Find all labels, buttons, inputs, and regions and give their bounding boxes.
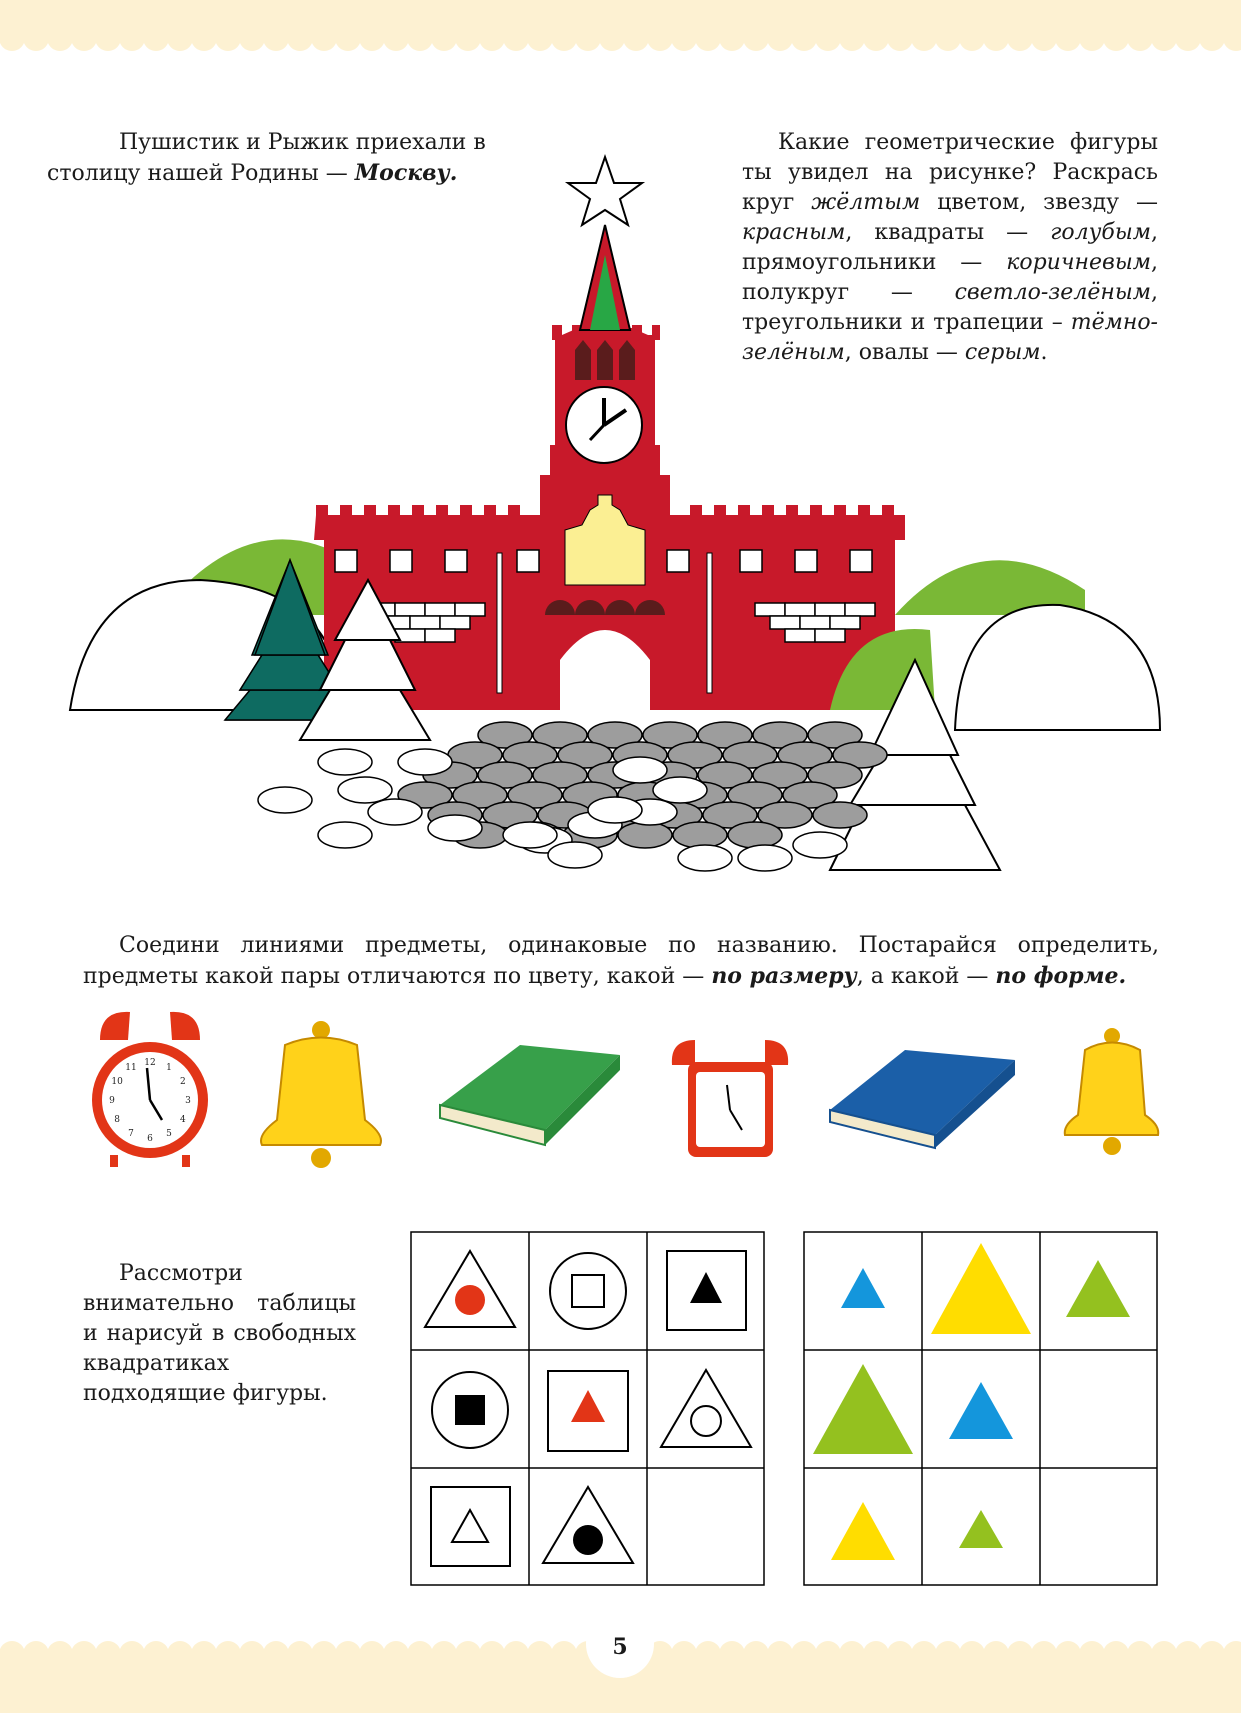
oval xyxy=(428,815,482,841)
scallop xyxy=(263,1641,289,1667)
match-size: по размеру xyxy=(711,963,857,989)
scallop xyxy=(935,25,961,51)
oval xyxy=(588,797,642,823)
scallop xyxy=(911,25,937,51)
scallop xyxy=(311,1641,337,1667)
triangle-green-medium xyxy=(1066,1260,1130,1317)
scallop xyxy=(623,25,649,51)
scallop xyxy=(47,25,73,51)
scallop xyxy=(599,25,625,51)
scallop xyxy=(983,25,1009,51)
hill-right-white xyxy=(955,605,1160,730)
scallop xyxy=(1079,1641,1105,1667)
scallop xyxy=(719,1641,745,1667)
scallop xyxy=(1079,25,1105,51)
cell-circle-square xyxy=(550,1253,626,1329)
scallop xyxy=(887,25,913,51)
cell-circle-black-square xyxy=(432,1372,508,1448)
scallop xyxy=(551,1641,577,1667)
scallop xyxy=(959,1641,985,1667)
shape-grid-right xyxy=(800,1230,1160,1586)
scallop xyxy=(1127,1641,1153,1667)
scallop xyxy=(743,1641,769,1667)
page-number: 5 xyxy=(612,1634,628,1660)
scallop xyxy=(215,25,241,51)
scallop xyxy=(983,1641,1009,1667)
cell-square-black-triangle xyxy=(667,1251,746,1330)
scallop xyxy=(407,25,433,51)
scallop xyxy=(335,1641,361,1667)
scallop xyxy=(359,25,385,51)
scallop xyxy=(791,25,817,51)
oval xyxy=(338,777,392,803)
scallop xyxy=(935,1641,961,1667)
oval xyxy=(678,845,732,871)
scallop xyxy=(47,1641,73,1667)
green-book[interactable] xyxy=(440,1045,620,1145)
task-text-7: , овалы — xyxy=(844,340,965,365)
scallop xyxy=(503,1641,529,1667)
scallop xyxy=(311,25,337,51)
triangle-yellow-medium xyxy=(831,1502,895,1560)
scallop xyxy=(1007,25,1033,51)
scallop xyxy=(1007,1641,1033,1667)
bell-large[interactable] xyxy=(261,1021,381,1168)
scallop xyxy=(287,25,313,51)
scallop xyxy=(1175,1641,1201,1667)
scallop xyxy=(239,25,265,51)
scallop xyxy=(95,25,121,51)
cell-triangle-circle xyxy=(661,1370,751,1447)
scallop xyxy=(767,25,793,51)
scallop xyxy=(455,25,481,51)
clock-number: 2 xyxy=(180,1077,186,1087)
oval xyxy=(398,749,452,775)
oval xyxy=(673,822,727,848)
oval xyxy=(368,799,422,825)
scallop xyxy=(479,25,505,51)
alarm-clock-large[interactable] xyxy=(92,1012,208,1167)
scallop xyxy=(527,25,553,51)
scallop xyxy=(647,25,673,51)
scallop xyxy=(239,1641,265,1667)
triangle-blue-medium xyxy=(949,1382,1013,1439)
wall-slit-left xyxy=(497,553,502,693)
match-shape: по форме. xyxy=(995,963,1127,989)
intro-city: Москву. xyxy=(354,160,458,186)
scallop xyxy=(1199,25,1225,51)
kremlin-illustration xyxy=(60,140,1170,880)
blue-book[interactable] xyxy=(830,1050,1015,1148)
triangle-blue-small xyxy=(841,1268,885,1308)
task-text-8: . xyxy=(1040,340,1048,365)
oval xyxy=(548,842,602,868)
oval xyxy=(318,822,372,848)
scallop xyxy=(1103,25,1129,51)
scallop xyxy=(119,1641,145,1667)
scallop xyxy=(383,1641,409,1667)
oval xyxy=(503,822,557,848)
task-text-1: Какие геометрические фигуры ты увидел на рисунке? Раскрась круг xyxy=(742,130,1158,215)
shape-grid-left xyxy=(410,1230,766,1586)
star-on-spire xyxy=(568,157,642,225)
clock-number: 8 xyxy=(114,1115,120,1125)
clock-number: 11 xyxy=(125,1063,137,1074)
scallop xyxy=(455,1641,481,1667)
scallop xyxy=(1103,1641,1129,1667)
scallop xyxy=(407,1641,433,1667)
oval xyxy=(613,757,667,783)
scallop xyxy=(23,25,49,51)
scallop xyxy=(551,25,577,51)
match-text-1: Соедини линиями предметы, одинаковые по названию. Постарайся определить, предметы какой пары отличаются по цвету, какой — xyxy=(83,933,1159,989)
oval xyxy=(793,832,847,858)
scallop xyxy=(815,1641,841,1667)
scallop xyxy=(143,25,169,51)
matching-items-row xyxy=(80,1010,1160,1170)
clock-number: 5 xyxy=(166,1128,172,1139)
oval xyxy=(728,822,782,848)
scallop xyxy=(863,25,889,51)
clock-number: 1 xyxy=(166,1063,172,1074)
task-text-6: , треугольники и трапеции – xyxy=(742,280,1158,335)
clock-number: 4 xyxy=(180,1115,186,1125)
scallop xyxy=(23,1641,49,1667)
scallop xyxy=(503,25,529,51)
scallop xyxy=(719,25,745,51)
scallop xyxy=(575,25,601,51)
match-text-2: , а какой — xyxy=(856,964,996,989)
scallop xyxy=(839,25,865,51)
task-text-3: , квадраты — xyxy=(845,220,1051,245)
oval xyxy=(258,787,312,813)
scallop xyxy=(0,1641,25,1667)
scallop xyxy=(119,25,145,51)
scallop xyxy=(791,1641,817,1667)
clock-number: 6 xyxy=(147,1134,153,1144)
cell-square-red-triangle xyxy=(548,1371,628,1451)
scallop xyxy=(815,25,841,51)
grid-task-paragraph: Рассмотри внимательно таблицы и нарисуй в свободных квадратиках подходящие фигуры. xyxy=(83,1261,356,1406)
task-color-lightgreen: светло-зелёным xyxy=(954,280,1151,305)
scallop xyxy=(143,1641,169,1667)
scallop xyxy=(695,1641,721,1667)
scallop xyxy=(71,25,97,51)
task-color-darkgreen: тёмно-зелёным xyxy=(742,310,1158,365)
scallop xyxy=(287,1641,313,1667)
top-scalloped-band xyxy=(0,0,1241,60)
wall-slit-right xyxy=(707,553,712,693)
scallop xyxy=(767,1641,793,1667)
oval xyxy=(618,822,672,848)
scallop xyxy=(191,1641,217,1667)
task-color-yellow: жёлтым xyxy=(811,190,921,215)
scallop xyxy=(263,25,289,51)
clock-number: 12 xyxy=(144,1058,156,1068)
scallop xyxy=(887,1641,913,1667)
oval xyxy=(318,749,372,775)
triangle-green-small xyxy=(959,1510,1003,1548)
scallop xyxy=(911,1641,937,1667)
scallop xyxy=(479,1641,505,1667)
clock-number: 7 xyxy=(128,1128,134,1139)
task-color-red: красным xyxy=(742,220,846,245)
task-color-blue: голубым xyxy=(1050,220,1151,245)
scallop xyxy=(167,25,193,51)
task-color-brown: коричневым xyxy=(1006,250,1151,275)
alarm-clock-small[interactable] xyxy=(672,1040,788,1157)
scallop xyxy=(959,25,985,51)
clock-number: 10 xyxy=(111,1077,123,1087)
scallop xyxy=(527,1641,553,1667)
scallop xyxy=(1175,25,1201,51)
scallop xyxy=(0,25,25,51)
triangle-yellow-large xyxy=(931,1243,1031,1334)
clock-number: 9 xyxy=(109,1096,115,1106)
scallop xyxy=(383,25,409,51)
scallop xyxy=(1127,25,1153,51)
scallop xyxy=(1031,1641,1057,1667)
oval xyxy=(813,802,867,828)
task-text-2: цветом, звезду — xyxy=(920,190,1158,215)
scallop xyxy=(1151,1641,1177,1667)
scallop xyxy=(1031,25,1057,51)
scallop xyxy=(191,25,217,51)
scallop xyxy=(839,1641,865,1667)
task-text-5: , полукруг — xyxy=(742,250,1158,305)
scallop xyxy=(431,25,457,51)
oval xyxy=(653,777,707,803)
scallop xyxy=(1055,1641,1081,1667)
clock-number: 3 xyxy=(185,1096,191,1106)
scallop xyxy=(359,1641,385,1667)
task-text-4: , прямоугольники — xyxy=(742,220,1158,275)
scallop xyxy=(671,25,697,51)
scallop xyxy=(167,1641,193,1667)
cell-triangle-red-circle xyxy=(425,1251,515,1327)
scallop xyxy=(215,1641,241,1667)
matching-task-paragraph xyxy=(83,931,1159,992)
task-color-grey: серым xyxy=(964,340,1041,365)
cell-square-triangle xyxy=(431,1487,510,1566)
scallop xyxy=(743,25,769,51)
scallop xyxy=(71,1641,97,1667)
scallop xyxy=(1151,25,1177,51)
scallop xyxy=(1199,1641,1225,1667)
scallop xyxy=(335,25,361,51)
scallop xyxy=(863,1641,889,1667)
oval xyxy=(738,845,792,871)
scallop xyxy=(95,1641,121,1667)
bell-small[interactable] xyxy=(1065,1028,1158,1155)
cell-triangle-black-circle xyxy=(543,1487,633,1563)
intro-line2: столицу нашей Родины — xyxy=(47,161,355,186)
intro-line1: Пушистик и Рыжик приехали в xyxy=(119,130,486,155)
scallop xyxy=(695,25,721,51)
scallop xyxy=(671,1641,697,1667)
triangle-green-large xyxy=(813,1364,913,1454)
scallop xyxy=(431,1641,457,1667)
scallop xyxy=(1055,25,1081,51)
